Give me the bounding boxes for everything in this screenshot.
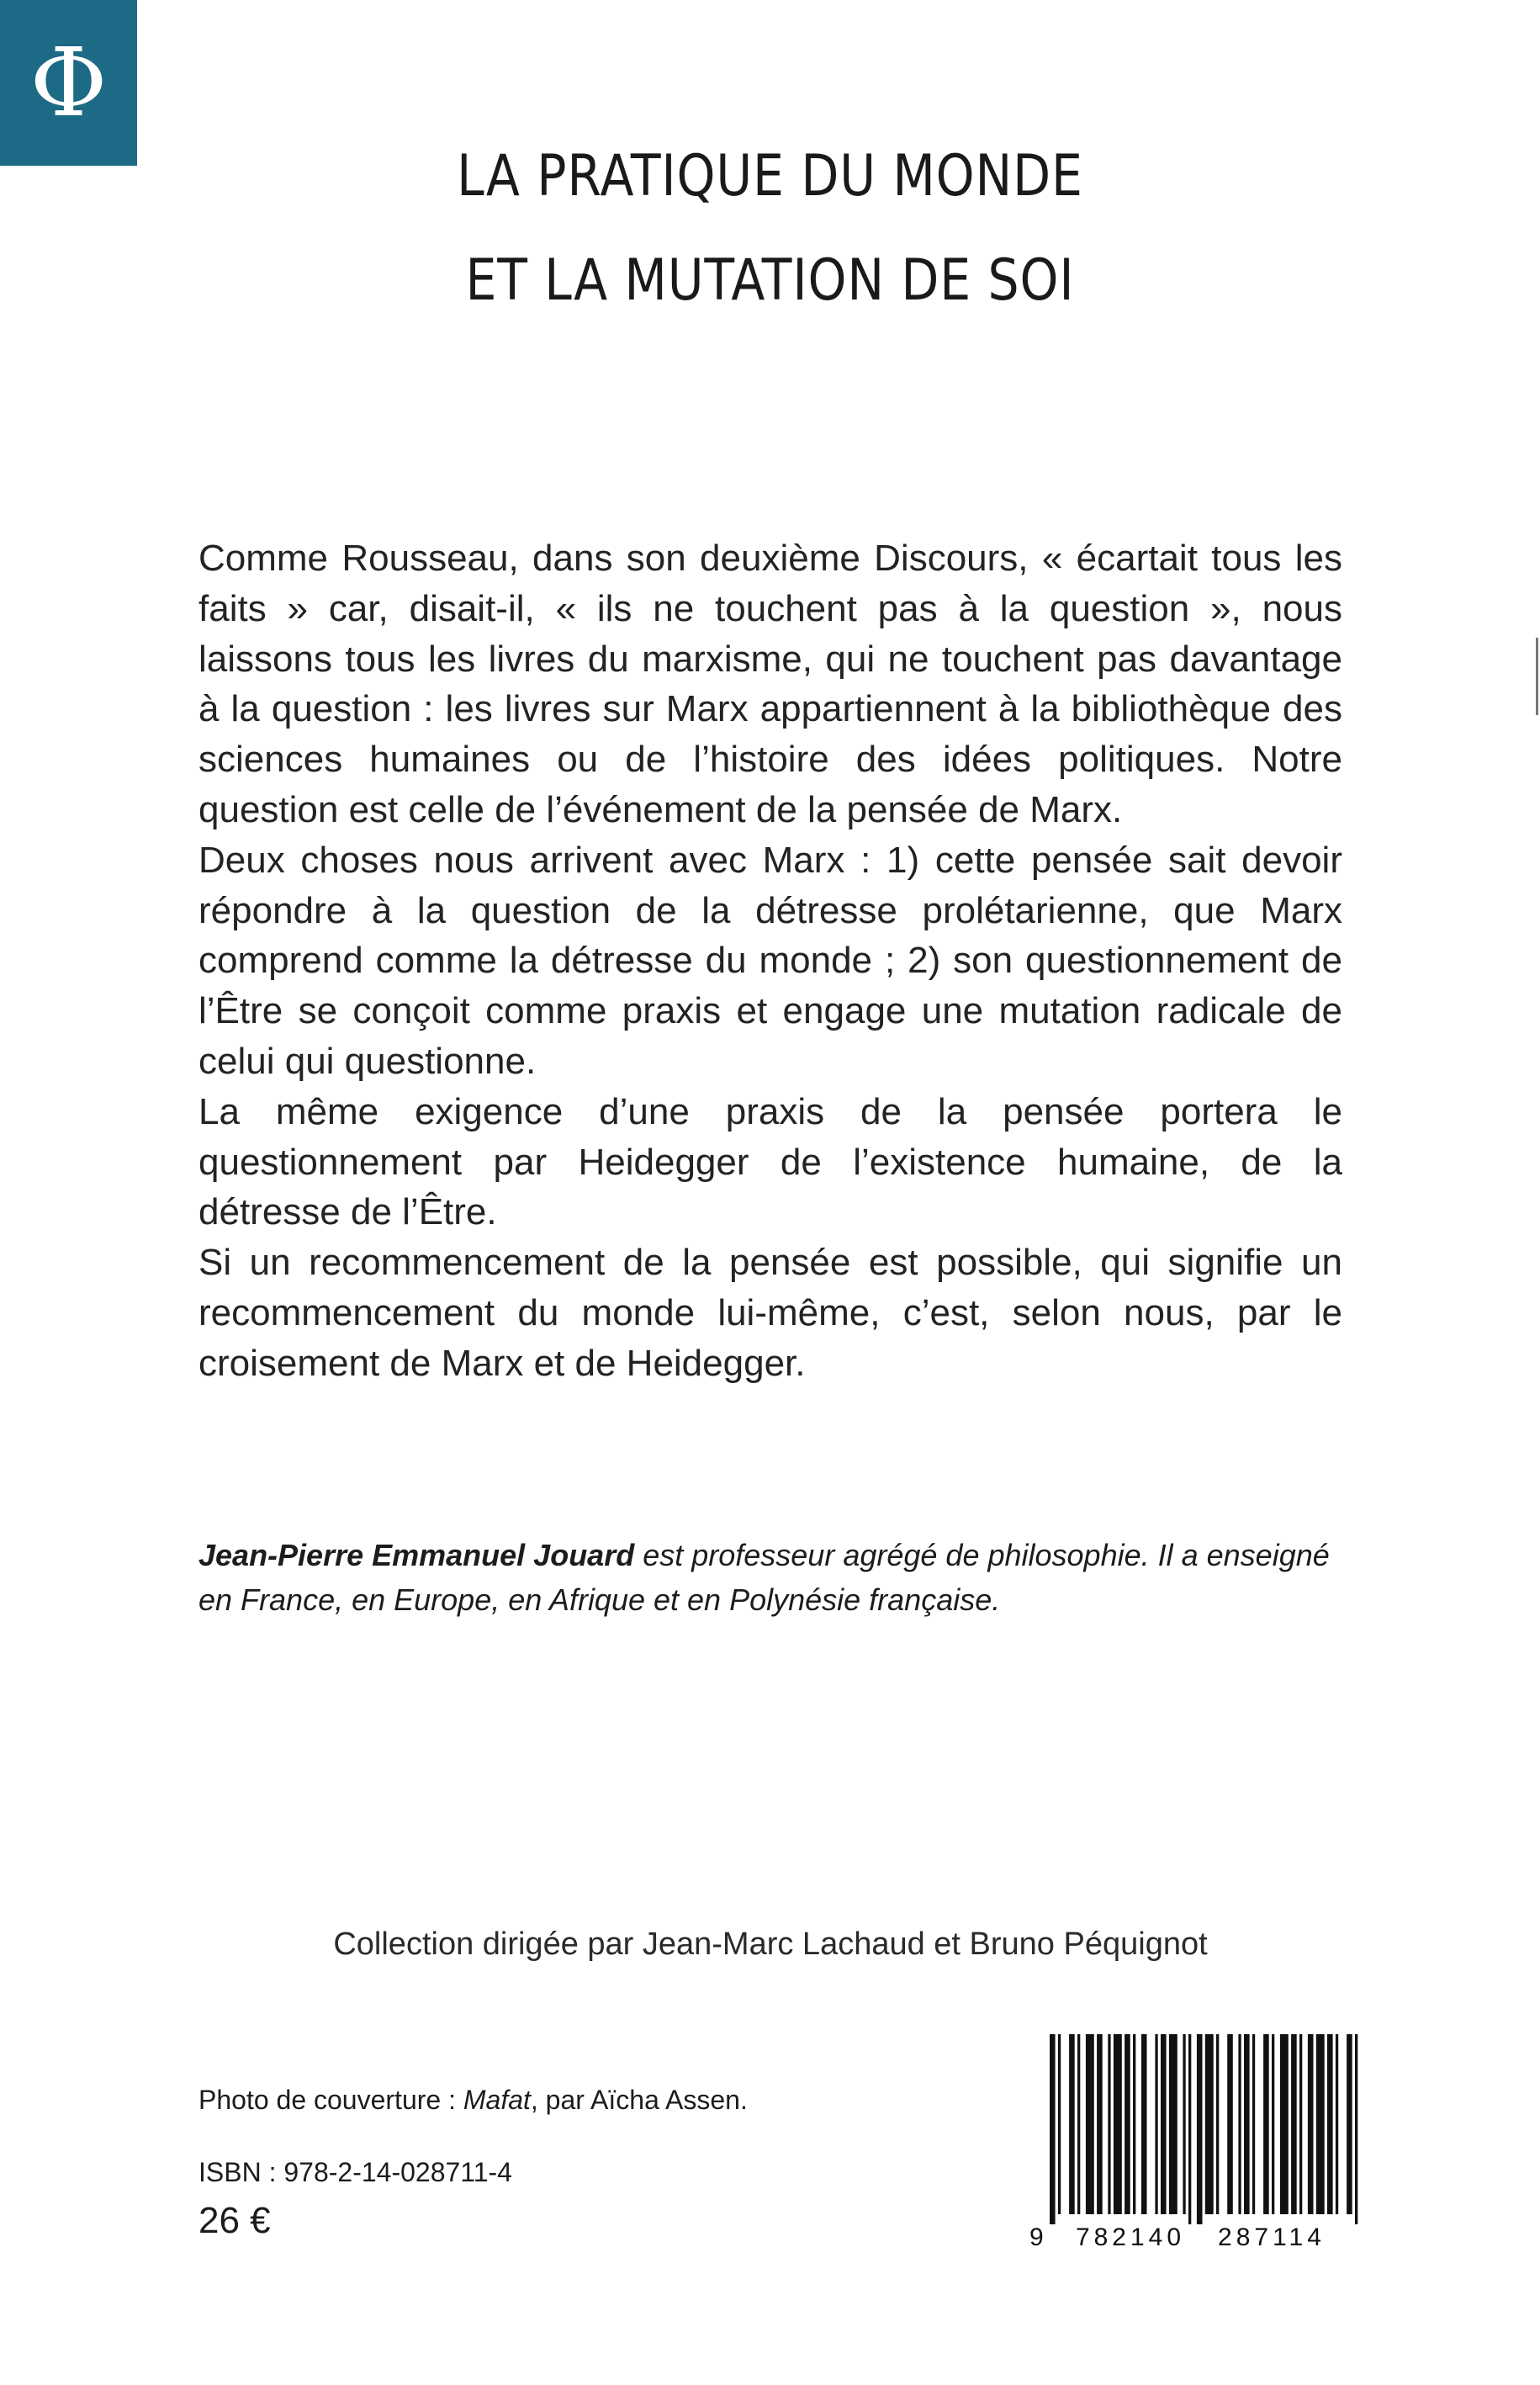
barcode-bar xyxy=(1244,2034,1250,2214)
blurb-paragraph: Deux choses nous arrivent avec Marx : 1) cette pensée sait devoir répondre à la question de la détresse prolétarienne, que Marx comprend comme la détresse du monde ; 2) son questionnement de l’Être se conçoit comme praxis et engage une mutation radicale de celui qui questionne. xyxy=(198,839,1342,1082)
barcode-bar xyxy=(1161,2034,1167,2214)
barcode-bar xyxy=(1125,2034,1130,2214)
barcode-bar xyxy=(1197,2034,1203,2224)
isbn: ISBN : 978-2-14-028711-4 xyxy=(198,2157,512,2187)
photo-credit-prefix: Photo de couverture : xyxy=(198,2085,463,2115)
barcode-bar xyxy=(1355,2034,1357,2224)
barcode-lead-digit: 9 xyxy=(1029,2223,1044,2251)
barcode-bar xyxy=(1169,2034,1177,2214)
barcode-bar xyxy=(1227,2034,1233,2214)
barcode-bar xyxy=(1263,2034,1269,2214)
barcode-bar xyxy=(1316,2034,1325,2214)
publisher-logo xyxy=(0,0,137,166)
barcode-bar xyxy=(1141,2034,1147,2214)
barcode-bar xyxy=(1347,2034,1352,2214)
barcode-bar xyxy=(1299,2034,1302,2214)
photo-credit-suffix: , par Aïcha Assen. xyxy=(530,2085,748,2115)
barcode-bar xyxy=(1308,2034,1314,2214)
author-name: Jean-Pierre Emmanuel Jouard xyxy=(198,1538,635,1572)
author-bio-text: est professeur agrégé de philosophie. Il a enseigné en France, en Europe, en Afrique et en Polynésie française. xyxy=(198,1538,1330,1617)
barcode-bar xyxy=(1108,2034,1110,2214)
barcode-bar xyxy=(1058,2034,1061,2214)
barcode-bar xyxy=(1291,2034,1297,2214)
barcode-bar xyxy=(1252,2034,1255,2214)
edge-mark xyxy=(1536,638,1538,715)
barcode-bar xyxy=(1133,2034,1135,2214)
photo-credit xyxy=(198,2081,748,2118)
barcode-bar xyxy=(1155,2034,1157,2214)
blurb-paragraph: La même exigence d’une praxis de la pensée portera le questionnement par Heidegger de l’existence humaine, de la détresse de l’Être. xyxy=(198,1090,1342,1233)
barcode-bar xyxy=(1327,2034,1333,2214)
phi-logo-icon: Φ xyxy=(29,28,108,138)
blurb-paragraph: Comme Rousseau, dans son deuxième Discours, « écartait tous les faits » car, disait-il, « ils ne touchent pas à la question », nous laissons tous les livres du marxisme, qui ne touchent pas davantage à la question : les livres sur Marx appartiennent à la bibliothèque des sciences humaines ou de l’histoire des idées politiques. Notre question est celle de l’événement de la pensée de Marx. xyxy=(198,538,1342,830)
collection-credit: Collection dirigée par Jean-Marc Lachaud et Bruno Péquignot xyxy=(333,1927,1208,1962)
barcode-bar xyxy=(1280,2034,1289,2214)
barcode-bar xyxy=(1069,2034,1075,2214)
book-title xyxy=(325,125,1215,333)
back-cover-blurb xyxy=(198,533,1342,1389)
barcode-digits-left: 782140 xyxy=(1075,2223,1186,2251)
barcode-bars xyxy=(1050,2034,1357,2224)
author-bio xyxy=(198,1533,1342,1622)
blurb-paragraph: Si un recommencement de la pensée est possible, qui signifie un recommencement du monde lui-même, c’est, selon nous, par le croisement de Marx et de Heidegger. xyxy=(198,1242,1342,1384)
isbn-barcode xyxy=(1024,2034,1361,2251)
barcode-bar xyxy=(1050,2034,1056,2224)
barcode-bar xyxy=(1097,2034,1103,2214)
barcode-digits-right: 287114 xyxy=(1218,2223,1326,2251)
barcode-bar xyxy=(1077,2034,1080,2214)
barcode-bar xyxy=(1216,2034,1219,2214)
title-line-1: LA PRATIQUE DU MONDE xyxy=(457,143,1083,209)
title-line-2: ET LA MUTATION DE SOI xyxy=(465,247,1075,314)
barcode-bar xyxy=(1183,2034,1185,2214)
photo-credit-work: Mafat xyxy=(463,2085,531,2115)
barcode-bar xyxy=(1336,2034,1338,2214)
barcode-bar xyxy=(1086,2034,1094,2214)
barcode-bar xyxy=(1238,2034,1241,2214)
barcode-bar xyxy=(1272,2034,1274,2214)
barcode-bar xyxy=(1205,2034,1214,2214)
barcode-bar xyxy=(1114,2034,1122,2214)
price: 26 € xyxy=(198,2200,271,2241)
barcode-bar xyxy=(1188,2034,1191,2224)
